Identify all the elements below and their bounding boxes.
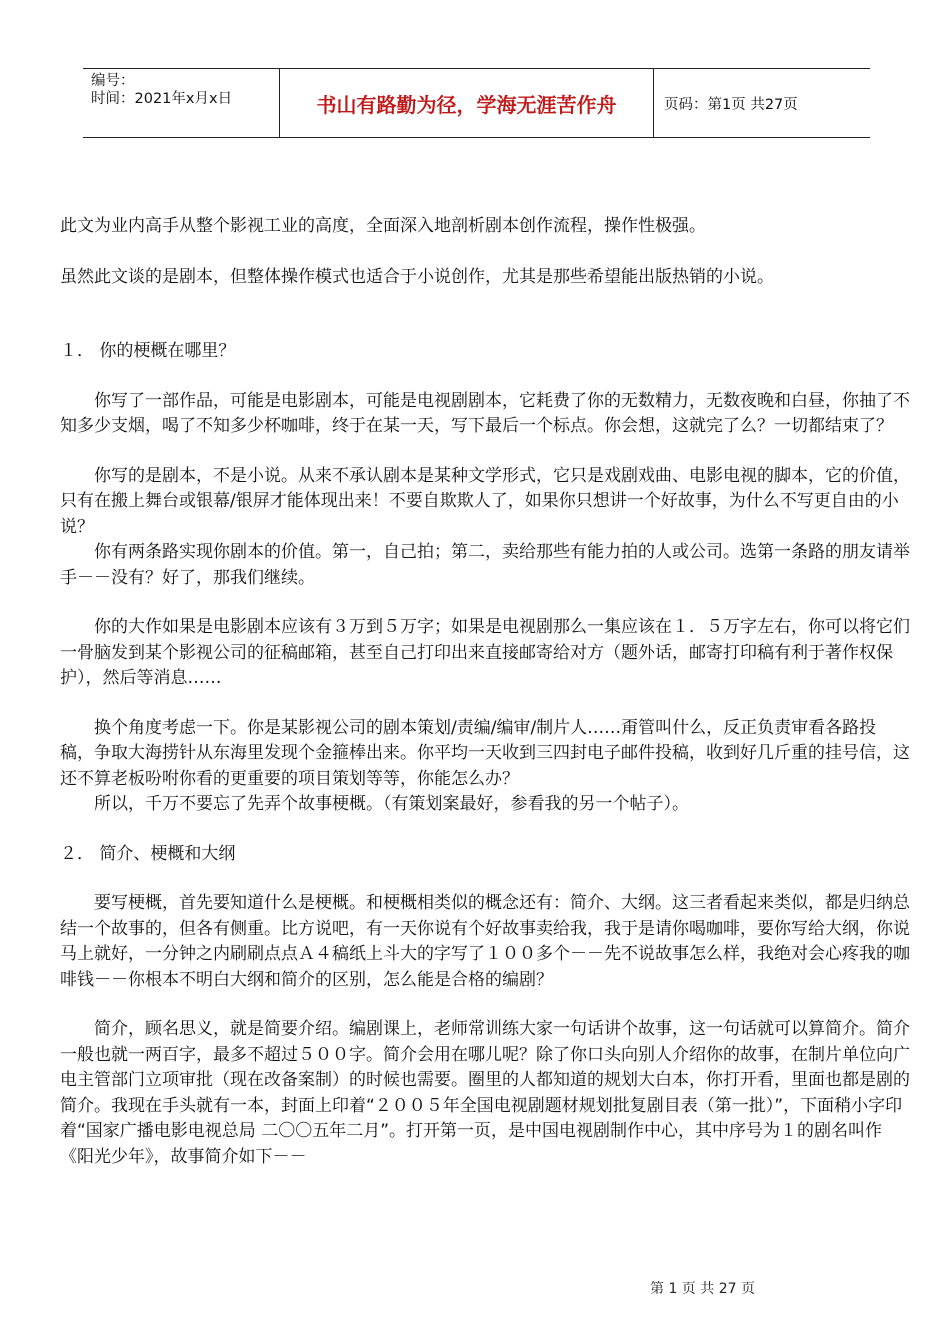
section-2-heading: ２． 简介、梗概和大纲 bbox=[60, 843, 236, 864]
paragraph-5: 换个角度考虑一下。你是某影视公司的剧本策划/责编/编审/制片人……甭管叫什么，反正负责审看各路投稿，争取大海捞针从东海里发现个金箍棒出来。你平均一天收到三四封电子邮件投稿，收到好几斤重的挂号信，这还不算老板吩咐你看的更重要的项目策划等等，你能怎么办？ bbox=[60, 717, 910, 789]
paragraph-6: 所以，千万不要忘了先弄个故事梗概。（有策划案最好，参看我的另一个帖子）。 bbox=[94, 794, 689, 814]
intro-paragraph-2: 虽然此文谈的是剧本，但整体操作模式也适合于小说创作，尤其是那些希望能出版热销的小说。 bbox=[60, 266, 774, 287]
paragraph-2: 你写的是剧本，不是小说。从来不承认剧本是某种文学形式，它只是戏剧戏曲、电影电视的脚本，它的价值，只有在搬上舞台或银幕/银屏才能体现出来！不要自欺欺人了，如果你只想讲一个好故事，为什么不写更自由的小说？ bbox=[60, 465, 910, 537]
page-header bbox=[83, 68, 870, 138]
document-body bbox=[60, 214, 910, 1170]
paragraph-7: 要写梗概，首先要知道什么是梗概。和梗概相类似的概念还有：简介、大纲。这三者看起来类似，都是归纳总结一个故事的，但各有侧重。比方说吧，有一天你说有个好故事卖给我，我于是请你喝咖啡，要你写给大纲，你说马上就好，一分钟之内刷刷点点Ａ４稿纸上斗大的字写了１００多个－－先不说故事怎么样，我绝对会心疼我的咖啡钱－－你根本不明白大纲和简介的区别，怎么能是合格的编剧？ bbox=[60, 893, 910, 990]
serial-label: 编号： bbox=[91, 73, 135, 89]
paragraph-1: 你写了一部作品，可能是电影剧本，可能是电视剧剧本，它耗费了你的无数精力，无数夜晚和白昼，你抽了不知多少支烟，喝了不知多少杯咖啡，终于在某一天，写下最后一个标点。你会想，这就完了么？一切都结束了？ bbox=[60, 390, 910, 436]
paragraph-8: 简介，顾名思义，就是简要介绍。编剧课上，老师常训练大家一句话讲个故事，这一句话就可以算简介。简介一般也就一两百字，最多不超过５００字。简介会用在哪儿呢？除了你口头向别人介绍你的故事，在制片单位向广电主管部门立项审批（现在改备案制）的时候也需要。圈里的人都知道的规划大白本，你打开看，里面也都是剧的简介。我现在手头就有一本，封面上印着“２００５年全国电视剧题材规划批复剧目表（第一批）”，下面稍小字印着“国家广播电影电视总局 二〇〇五年二月”。打开第一页，是中国电视剧制作中心，其中序号为１的剧名叫作《阳光少年》，故事简介如下－－ bbox=[60, 1019, 910, 1167]
header-meta bbox=[83, 69, 280, 137]
section-1-heading: １． 你的梗概在哪里？ bbox=[60, 341, 236, 361]
time-label: 时间：2021年x月x日 bbox=[91, 91, 233, 107]
paragraph-4: 你的大作如果是电影剧本应该有３万到５万字；如果是电视剧那么一集应该在１．５万字左右，你可以将它们一骨脑发到某个影视公司的征稿邮箱，甚至自己打印出来直接邮寄给对方（题外话，邮寄打印稿有利于著作权保护），然后等消息…… bbox=[60, 617, 910, 688]
header-page-info: 页码：第1页 共27页 bbox=[664, 96, 798, 113]
page-footer: 第 1 页 共 27 页 bbox=[650, 1281, 755, 1297]
header-motto: 书山有路勤为径，学海无涯苦作舟 bbox=[280, 69, 654, 137]
paragraph-3: 你有两条路实现你剧本的价值。第一，自己拍；第二，卖给那些有能力拍的人或公司。选第一条路的朋友请举手－－没有？好了，那我们继续。 bbox=[60, 542, 910, 588]
intro-paragraph-1: 此文为业内高手从整个影视工业的高度，全面深入地剖析剧本创作流程，操作性极强。 bbox=[60, 216, 706, 236]
